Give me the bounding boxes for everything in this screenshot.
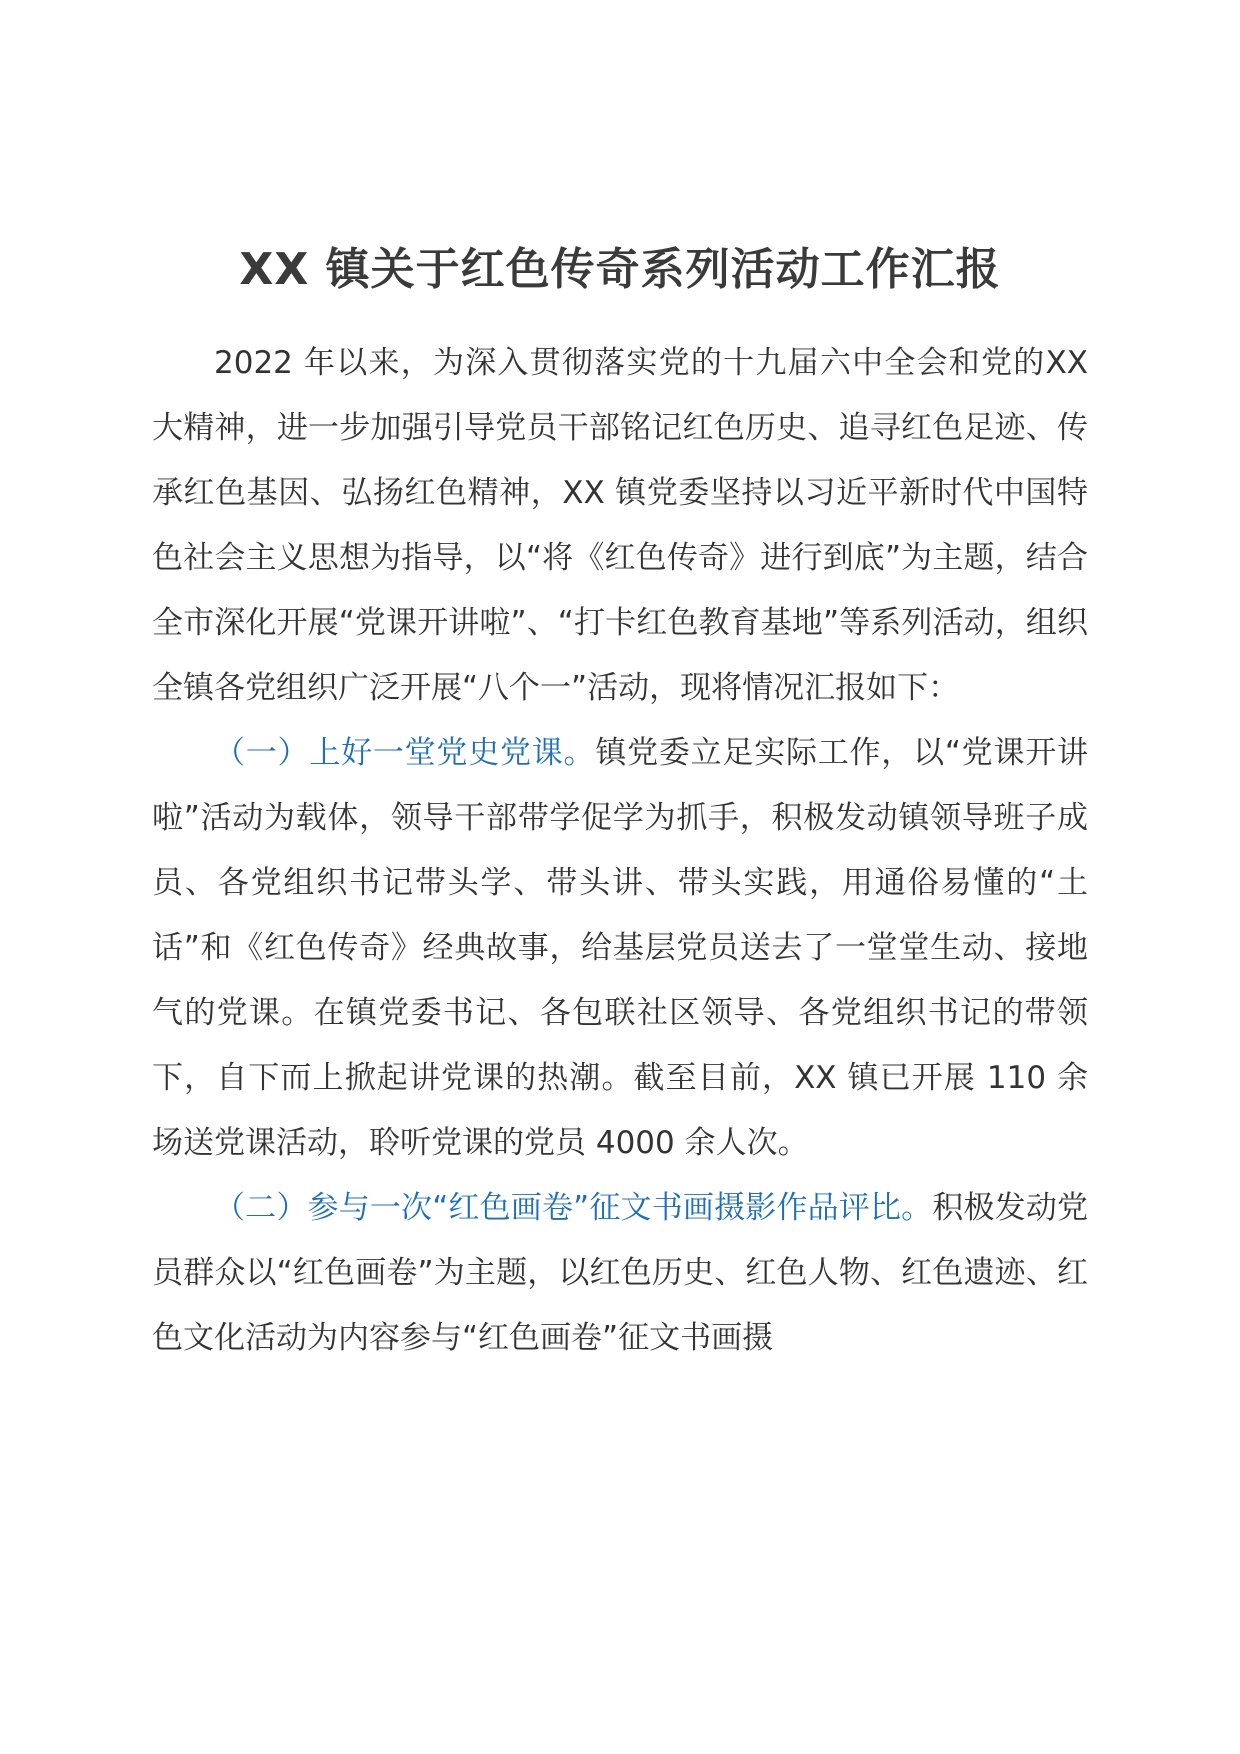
document-title: XX 镇关于红色传奇系列活动工作汇报 — [239, 244, 1001, 295]
section-heading-2: （二）参与一次“红色画卷”征文书画摄影作品评比。 — [214, 1190, 933, 1226]
section-body-1: 镇党委立足实际工作，以“党课开讲啦”活动为载体，领导干部带学促学为抓手，积极发动镇领导班子成员、各党组织书记带头学、带头讲、带头实践，用通俗易懂的“土话”和《红色传奇》经典故事，给基层党员送去了一堂堂生动、接地气的党课。在镇党委书记、各包联社区领导、各党组织书记的带领下，自下而上掀起讲党课的热潮。截至目前，XX 镇已开展 110 余场送党课活动，聆听党课的党员 4000 余人次。 — [152, 735, 1089, 1161]
section-body-2: 积极发动党员群众以“红色画卷”为主题，以红色历史、红色人物、红色遗迹、红色文化活动为内容参与“红色画卷”征文书画摄 — [152, 1190, 1088, 1356]
intro-paragraph: 2022 年以来，为深入贯彻落实党的十九届六中全会和党的XX 大精神，进一步加强引导党员干部铭记红色历史、追寻红色足迹、传承红色基因、弘扬红色精神，XX 镇党委坚持以习近平新时代中国特色社会主义思想为指导，以“将《红色传奇》进行到底”为主题，结合全市深化开展“党课开讲啦”、“打卡红色教育基地”等系列活动，组织全镇各党组织广泛开展“八个一”活动，现将情况汇报如下： — [152, 345, 1088, 706]
section-heading-1: （一）上好一堂党史党课。 — [214, 735, 596, 771]
section-paragraph-1 — [152, 721, 1088, 1176]
document-body — [152, 331, 1088, 1371]
section-paragraph-2 — [152, 1176, 1088, 1371]
